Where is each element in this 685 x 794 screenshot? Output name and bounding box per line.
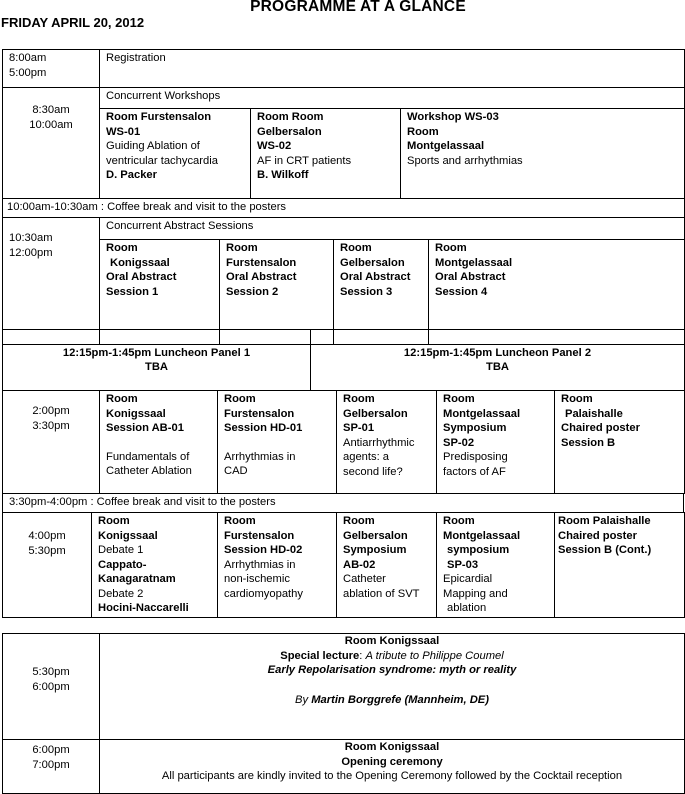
ceremony-time: 6:00pm 7:00pm [3,740,100,794]
workshop-ws03: Workshop WS-03 Room Montgelassaal Sports and arrhythmias [401,109,685,199]
session-sp01: Room Gelbersalon SP-01 Antiarrhythmic agents: a second life? [337,391,437,494]
opening-ceremony-cell: Room Konigssaal Opening ceremony All participants are kindly invited to the Opening Ceremony followed by the Cocktail reception [100,740,685,794]
session-poster-b: Room Palaishalle Chaired poster Session B [555,391,685,494]
abstracts-heading: Concurrent Abstract Sessions [100,218,685,240]
session-hd01: Room Furstensalon Session HD-01 Arrhythmias in CAD [218,391,337,494]
session2-time: 4:00pm 5:30pm [3,513,92,618]
registration-cell: Registration [100,50,685,88]
lecture-topic: Early Repolarisation syndrome: myth or reality [267,664,517,676]
session-debates: Room Konigssaal Debate 1 Cappato- Kanagaratnam Debate 2 Hocini-Naccarelli [92,513,218,618]
session-sp02: Room Montgelassaal Symposium SP-02 Predisposing factors of AF [437,391,555,494]
abstract-session-2: Room Furstensalon Oral Abstract Session 2 [220,240,334,345]
lecture-time: 5:30pm 6:00pm [3,634,100,740]
luncheon-panel-1: 12:15pm-1:45pm Luncheon Panel 1 TBA [3,330,311,391]
special-lecture-line: Special lecture: A tribute to Philippe Coumel [280,649,504,662]
abstract-session-4: Room Montgelassaal Oral Abstract Session 4 [429,240,685,345]
workshops-time: 8:30am 10:00am [3,88,100,199]
abstract-session-3: Room Gelbersalon Oral Abstract Session 3 [334,240,429,345]
afternoon-sessions-1 [2,390,685,494]
session1-time: 2:00pm 3:30pm [3,391,100,494]
workshop-ws02: Room Room Gelbersalon WS-02 AF in CRT patients B. Wilkoff [251,109,401,199]
page-title: PROGRAMME AT A GLANCE [250,0,466,15]
morning-table [2,49,685,345]
afternoon-table [2,329,685,391]
special-lecture-cell: Room Konigssaal Special lecture: A tribute to Philippe Coumel Early Repolarisation syndrome: myth or reality By Martin Borggrefe (Mannheim, DE) [100,634,685,740]
coffee-break-afternoon: 3:30pm-4:00pm : Coffee break and visit to the posters [3,494,684,513]
workshop-ws01: Room Furstensalon WS-01 Guiding Ablation of ventricular tachycardia D. Packer [100,109,251,199]
luncheon-panel-2: 12:15pm-1:45pm Luncheon Panel 2 TBA [311,330,685,391]
coffee-break-morning: 10:00am-10:30am : Coffee break and visit to the posters [3,199,685,218]
abstract-session-1: Room Konigssaal Oral Abstract Session 1 [100,240,220,345]
session-ab02: Room Gelbersalon Symposium AB-02 Catheter ablation of SVT [337,513,437,618]
workshops-heading: Concurrent Workshops [100,88,685,109]
abstracts-time: 10:30am 12:00pm [3,218,100,345]
session-sp03: Room Montgelassaal symposium SP-03 Epicardial Mapping and ablation [437,513,555,618]
coffee-break-afternoon-table [2,493,684,513]
session-poster-b-cont: Room Palaishalle Chaired poster Session B (Cont.) [555,513,685,618]
registration-time: 8:00am 5:00pm [3,50,100,88]
session-ab01: Room Konigssaal Session AB-01 Fundamentals of Catheter Ablation [100,391,218,494]
lecture-speaker: By Martin Borggrefe (Mannheim, DE) [295,693,489,706]
afternoon-sessions-2 [2,512,685,618]
session-hd02: Room Furstensalon Session HD-02 Arrhythmias in non-ischemic cardiomyopathy [218,513,337,618]
page-date: FRIDAY APRIL 20, 2012 [1,15,145,30]
evening-table [2,633,685,794]
